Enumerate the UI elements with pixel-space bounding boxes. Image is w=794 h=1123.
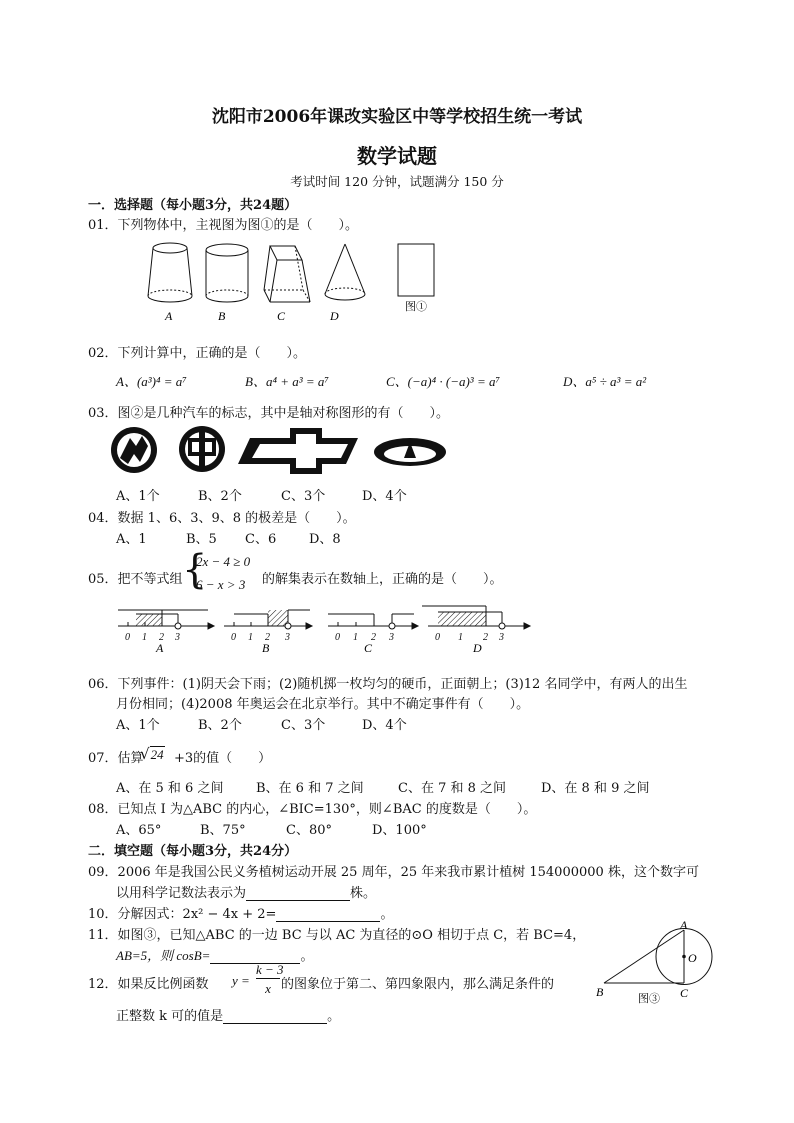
exam-title: 沈阳市2006年课改实验区中等学校招生统一考试 (211, 107, 583, 127)
svg-text:0: 0 (125, 632, 130, 643)
q04-option-d: D、8 (309, 532, 341, 547)
q05-label-d: D (473, 641, 482, 655)
fig1-rectangle (398, 244, 434, 296)
section-fill-title: 二．填空题（每小题3分，共24分） (88, 844, 298, 859)
q03-option-a: A、1个 (116, 489, 160, 504)
fig3-caption: 图③ (638, 993, 660, 1005)
q01-label-d: D (330, 309, 339, 323)
brace-icon: { (182, 547, 208, 593)
q04-stem: 04．数据 1、6、3、9、8 的极差是（ ）。 (88, 511, 356, 526)
q05-prefix: 05．把不等式组 (88, 572, 183, 587)
q09-line1: 09．2006 年是我国公民义务植树运动开展 25 周年，25 年来我市累计植树 154000000 株，这个数字可 (88, 865, 699, 880)
q08-option-b: B、75° (200, 823, 246, 838)
svg-text:2: 2 (371, 632, 376, 643)
q08-option-c: C、80° (286, 823, 332, 838)
buick-logo-icon (111, 427, 157, 473)
number-line-b (224, 610, 312, 629)
car-logos (110, 424, 450, 478)
q11-line1: 11．如图③，已知△ABC 的一边 BC 与以 AC 为直径的⊙O 相切于点 C，若 BC=4， (88, 928, 586, 943)
q02-option-d: D、a⁵ ÷ a³ = a² (563, 374, 647, 389)
fig3-label-c: C (680, 986, 689, 1000)
number-line-d (422, 606, 530, 629)
svg-text:3: 3 (499, 632, 504, 643)
q12-line2: 正整数 k 可的值是 。 (116, 1009, 341, 1024)
number-line-ticks (125, 632, 504, 643)
cone-shape (325, 244, 365, 300)
frustum-shape (148, 243, 192, 302)
center-dot (682, 955, 686, 959)
svg-text:1: 1 (248, 632, 253, 643)
cylinder-shape (206, 244, 248, 302)
fig1-caption: 图① (405, 301, 427, 313)
q01-label-c: C (277, 309, 286, 323)
q06-option-d: D、4个 (362, 718, 407, 733)
q06-option-a: A、1个 (116, 718, 160, 733)
number-line-options (116, 600, 536, 656)
q07-option-c: C、在 7 和 8 之间 (398, 781, 507, 796)
q01-figures (140, 238, 450, 328)
q03-option-c: C、3个 (281, 489, 326, 504)
q07-prefix: 07．估算 (88, 751, 144, 766)
svg-text:3: 3 (389, 632, 394, 643)
sqrt-icon: √ (140, 745, 150, 763)
q12-denominator: x (265, 981, 271, 996)
svg-text:1: 1 (458, 632, 463, 643)
segment-ab (604, 930, 684, 983)
exam-meta: 考试时间 120 分钟，试题满分 150 分 (290, 174, 504, 189)
q02-option-c: C、(−a)⁴ · (−a)³ = a⁷ (386, 374, 500, 389)
q01-stem: 01．下列物体中，主视图为图①的是（ ）。 (88, 218, 359, 233)
fig3-label-a: A (680, 918, 688, 932)
svg-text:0: 0 (231, 632, 236, 643)
q05-inequality-2: 6 − x > 3 (196, 577, 246, 592)
q01-label-b: B (218, 309, 226, 323)
q07-radicand: 24 (150, 747, 164, 762)
section-choice-title: 一．选择题（每小题3分，共24题） (88, 198, 298, 213)
q10-answer-blank[interactable] (276, 908, 380, 922)
q02-option-a: A、(a³)⁴ = a⁷ (116, 374, 187, 389)
q10-line: 10．分解因式：2x² − 4x + 2= 。 (88, 907, 394, 922)
q08-option-a: A、65° (116, 823, 162, 838)
q07-option-d: D、在 8 和 9 之间 (541, 781, 650, 796)
q05-inequality-1: 2x − 4 ≥ 0 (196, 554, 251, 569)
q12-suffix: 的图象位于第二、第四象限内，那么满足条件的 (281, 977, 555, 992)
exam-subtitle: 数学试题 (357, 144, 437, 168)
svg-text:2: 2 (483, 632, 488, 643)
q06-line2: 月份相同；(4)2008 年奥运会在北京举行。其中不确定事件有（ ）。 (116, 697, 530, 712)
svg-text:0: 0 (435, 632, 440, 643)
fig3-label-b: B (596, 985, 604, 999)
q12-y: y = (232, 973, 250, 988)
q02-option-b: B、a⁴ + a³ = a⁷ (245, 374, 329, 389)
q04-option-a: A、1 (116, 532, 147, 547)
svg-text:3: 3 (285, 632, 290, 643)
q09-line2: 以用科学记数法表示为 株。 (116, 886, 377, 901)
svg-text:0: 0 (335, 632, 340, 643)
q06-option-c: C、3个 (281, 718, 326, 733)
q04-option-c: C、6 (245, 532, 277, 547)
svg-text:2: 2 (159, 632, 164, 643)
zhongtong-logo-icon (179, 426, 225, 472)
q05-label-a: A (156, 641, 164, 655)
q04-option-b: B、5 (186, 532, 217, 547)
svg-text:1: 1 (142, 632, 147, 643)
svg-text:3: 3 (175, 632, 180, 643)
q12-prefix: 12．如果反比例函数 (88, 977, 209, 992)
svg-text:2: 2 (265, 632, 270, 643)
fig3-label-o: O (688, 951, 697, 965)
q08-stem: 08．已知点 I 为△ABC 的内心，∠BIC=130°，则∠BAC 的度数是（ ）。 (88, 802, 537, 817)
number-line-a (118, 610, 214, 629)
q08-option-d: D、100° (372, 823, 427, 838)
q07-suffix: +3的值（ ） (174, 751, 272, 766)
q01-label-a: A (165, 309, 173, 323)
q09-answer-blank[interactable] (246, 887, 350, 901)
q05-label-c: C (364, 641, 373, 655)
number-line-c (328, 614, 418, 629)
q03-stem: 03．图②是几种汽车的标志，其中是轴对称图形的有（ ）。 (88, 406, 450, 421)
q03-option-d: D、4个 (362, 489, 407, 504)
q05-label-b: B (262, 641, 270, 655)
q07-sqrt (140, 745, 165, 763)
q03-option-b: B、2个 (198, 489, 242, 504)
q06-line1: 06．下列事件：(1)阴天会下雨；(2)随机掷一枚均匀的硬币，正面朝上；(3)12 名同学中，有两人的出生 (88, 677, 688, 692)
q12-numerator: k − 3 (256, 962, 284, 977)
prism-frustum-shape (264, 246, 310, 302)
figure-3 (592, 918, 722, 1008)
q07-option-b: B、在 6 和 7 之间 (256, 781, 364, 796)
q11-line2: AB=5，则 cosB= 。 (116, 948, 314, 964)
q06-option-b: B、2个 (198, 718, 242, 733)
svg-text:1: 1 (353, 632, 358, 643)
q02-stem: 02．下列计算中，正确的是（ ）。 (88, 346, 307, 361)
q07-option-a: A、在 5 和 6 之间 (116, 781, 224, 796)
q12-answer-blank[interactable] (223, 1010, 327, 1024)
infiniti-logo-icon (374, 438, 446, 466)
q05-suffix: 的解集表示在数轴上，正确的是（ ）。 (262, 572, 503, 587)
